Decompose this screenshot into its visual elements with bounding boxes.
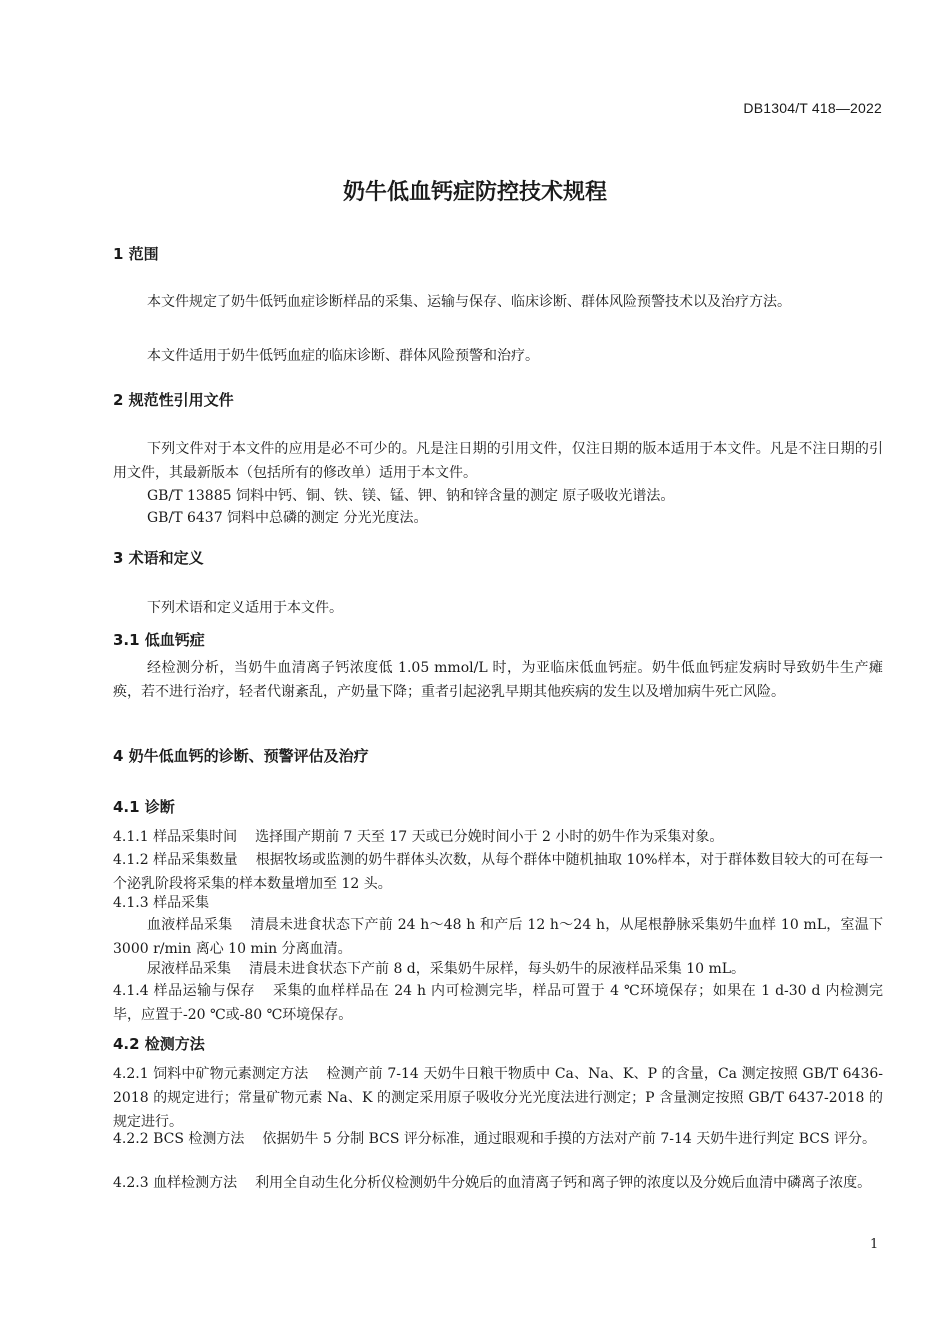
terms-paragraph: 下列术语和定义适用于本文件。: [147, 600, 343, 616]
term-heading-hypocalcemia: 3.1 低血钙症: [113, 631, 205, 649]
section-heading-scope: 1 范围: [113, 245, 159, 263]
item-4-1-2: [113, 848, 883, 896]
item-text: 清晨未进食状态下产前 8 d，采集奶牛尿样，每头奶牛的尿液样品采集 10 mL。: [249, 961, 746, 977]
item-4-2-1: [113, 1062, 883, 1134]
item-text: 根据牧场或监测的奶牛群体头次数，从每个群体中随机抽取 10%样本，对于群体数目较大的可在每一个泌乳阶段将采集的样本数量增加至 12 头。: [113, 852, 883, 892]
item-label: 4.2.2 BCS 检测方法: [113, 1131, 245, 1147]
urine-sampling: [113, 957, 883, 981]
item-4-2-3: [113, 1171, 883, 1195]
term-definition: 经检测分析，当奶牛血清离子钙浓度低 1.05 mmol/L 时，为亚临床低血钙症。奶牛低血钙症发病时导致奶牛生产瘫痪，若不进行治疗，轻者代谢紊乱，产奶量下降；重者引起泌乳早期其他疾病的发生以及增加病牛死亡风险。: [113, 660, 883, 700]
reference-item: GB/T 13885 饲料中钙、铜、铁、镁、锰、钾、钠和锌含量的测定 原子吸收光谱法。: [147, 488, 675, 504]
item-text: 依据奶牛 5 分制 BCS 评分标准，通过眼观和手摸的方法对产前 7-14 天奶牛进行判定 BCS 评分。: [262, 1131, 877, 1147]
document-code: DB1304/T 418—2022: [743, 100, 882, 116]
item-text: 选择围产期前 7 天至 17 天或已分娩时间小于 2 小时的奶牛作为采集对象。: [255, 829, 724, 845]
item-text: 检测产前 7-14 天奶牛日粮干物质中 Ca、Na、K、P 的含量，Ca 测定按照 GB/T 6436-2018 的规定进行；常量矿物元素 Na、K 的测定采用原子吸收分光光度法进行测定；P 含量测定按照 GB/T 6437-2018 的规定进行。: [113, 1066, 883, 1130]
section-heading-diagnosis: 4 奶牛低血钙的诊断、预警评估及治疗: [113, 747, 369, 765]
item-text: 采集的血样样品在 24 h 内可检测完毕，样品可置于 4 ℃环境保存；如果在 1 d-30 d 内检测完毕，应置于-20 ℃或-80 ℃环境保存。: [113, 983, 883, 1023]
item-label: 血液样品采集: [147, 917, 233, 933]
item-4-1-3: 4.1.3 样品采集: [113, 895, 210, 911]
blood-sampling: [113, 913, 883, 961]
scope-paragraph-2: 本文件适用于奶牛低钙血症的临床诊断、群体风险预警和治疗。: [147, 348, 539, 364]
subsection-heading-methods: 4.2 检测方法: [113, 1035, 205, 1053]
item-4-2-2: [113, 1127, 883, 1151]
section-heading-terms: 3 术语和定义: [113, 549, 204, 567]
item-label: 4.1.2 样品采集数量: [113, 852, 238, 868]
section-heading-references: 2 规范性引用文件: [113, 391, 234, 409]
item-label: 4.1.4 样品运输与保存: [113, 983, 256, 999]
page-number: 1: [870, 1237, 879, 1252]
scope-paragraph-1: 本文件规定了奶牛低钙血症诊断样品的采集、运输与保存、临床诊断、群体风险预警技术以及治疗方法。: [147, 294, 791, 310]
item-label: 4.2.3 血样检测方法: [113, 1175, 238, 1191]
item-text: 清晨未进食状态下产前 24 h～48 h 和产后 12 h～24 h，从尾根静脉采集奶牛血样 10 mL，室温下 3000 r/min 离心 10 min 分离血清。: [113, 917, 883, 957]
references-paragraph: 下列文件对于本文件的应用是必不可少的。凡是注日期的引用文件，仅注日期的版本适用于本文件。凡是不注日期的引用文件，其最新版本（包括所有的修改单）适用于本文件。: [113, 441, 883, 481]
item-label: 尿液样品采集: [147, 961, 231, 977]
document-title: 奶牛低血钙症防控技术规程: [342, 180, 607, 205]
item-4-1-1: [113, 825, 883, 849]
item-label: 4.1.1 样品采集时间: [113, 829, 238, 845]
item-label: 4.2.1 饲料中矿物元素测定方法: [113, 1066, 309, 1082]
item-text: 利用全自动生化分析仪检测奶牛分娩后的血清离子钙和离子钾的浓度以及分娩后血清中磷离子浓度。: [255, 1175, 872, 1191]
reference-item: GB/T 6437 饲料中总磷的测定 分光光度法。: [147, 510, 428, 526]
item-4-1-4: [113, 979, 883, 1027]
subsection-heading-diagnosis: 4.1 诊断: [113, 798, 175, 816]
